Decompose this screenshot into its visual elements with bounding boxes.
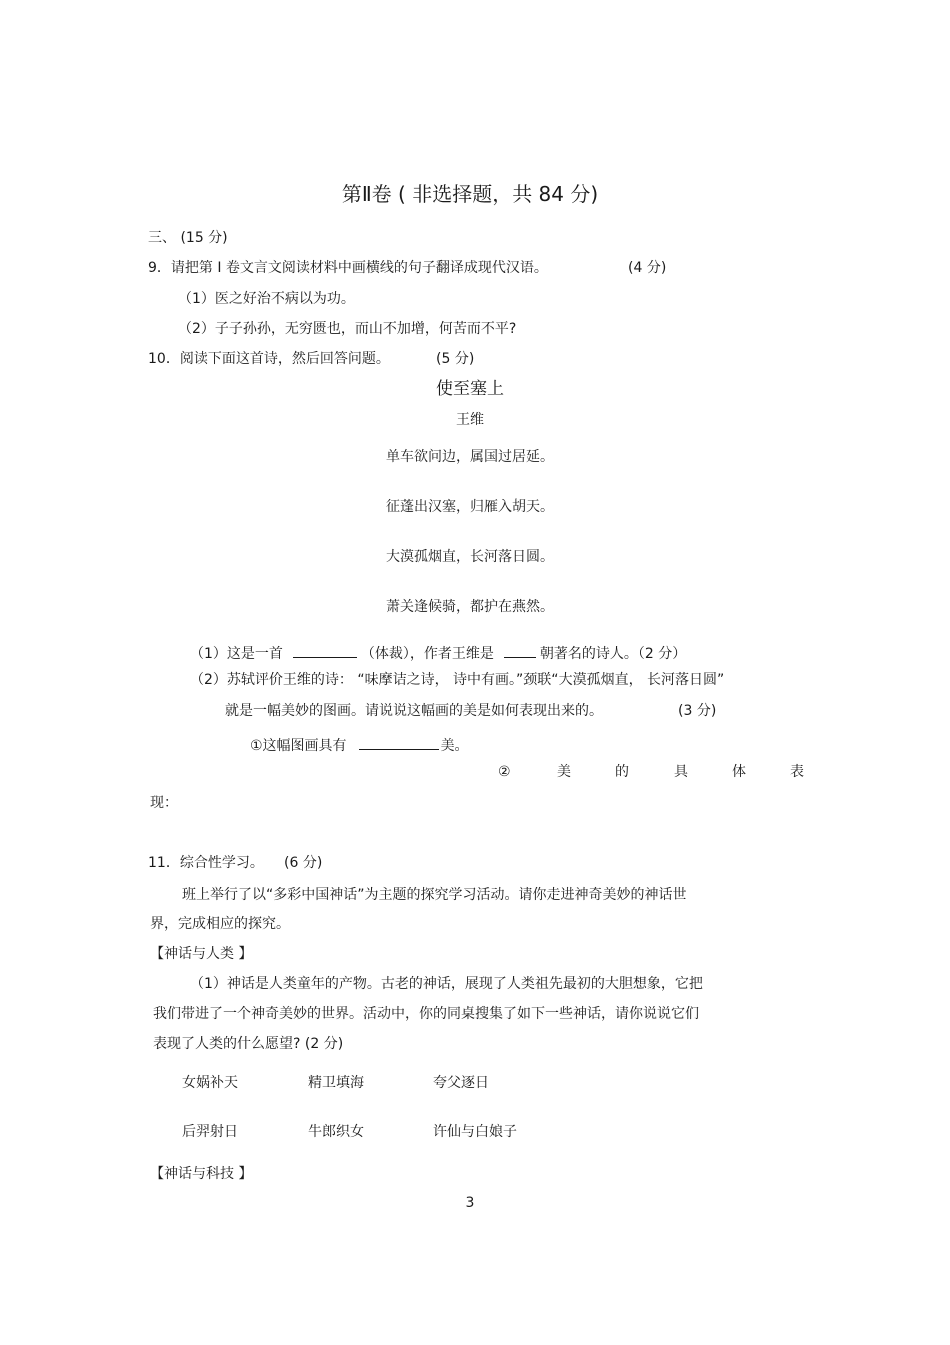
section-heading-myth-tech: 【神话与科技 】 (150, 1166, 253, 1182)
answer-blank-beauty[interactable] (359, 735, 439, 750)
section-title: 第Ⅱ卷 ( 非选择题，共 84 分) (341, 182, 599, 206)
myth-item: 夸父逐日 (433, 1075, 489, 1091)
sub-2-a-end: 美。 (440, 738, 469, 754)
answer-blank-dynasty[interactable] (504, 643, 536, 658)
section-heading-myth-human: 【神话与人类 】 (150, 946, 253, 962)
myth-item: 牛郎织女 (308, 1124, 364, 1140)
sub-1-text-c: 朝著名的诗人。（2 分） (539, 646, 687, 662)
sub-1-text-a: （1）这是一首 (190, 646, 283, 662)
spread-char: 具 (674, 764, 688, 780)
myth-item: 精卫填海 (308, 1075, 364, 1091)
question-11-score: (6 分) (284, 855, 323, 871)
question-10-sub-2-score: (3 分) (678, 703, 717, 719)
question-10-sub-2-b-end: 现： (150, 795, 178, 811)
question-10-score: (5 分) (436, 351, 475, 367)
answer-blank-genre[interactable] (293, 643, 357, 658)
question-10-sub-2-a (250, 735, 469, 753)
question-11-p1-line-3: 表现了人类的什么愿望? (2 分) (153, 1036, 344, 1052)
spread-char: 美 (557, 764, 571, 780)
question-11-intro-line-1: 班上举行了以“多彩中国神话”为主题的探究学习活动。请你走进神奇美妙的神话世 (182, 887, 687, 903)
question-10-sub-2-line-2: 就是一幅美妙的图画。请说说这幅画的美是如何表现出来的。 (225, 703, 603, 719)
spread-char: 的 (615, 764, 629, 780)
poem-author: 王维 (456, 412, 484, 428)
poem-line: 大漠孤烟直，长河落日圆。 (386, 549, 554, 565)
question-11-p1-line-1: （1）神话是人类童年的产物。古老的神话，展现了人类祖先最初的大胆想象，它把 (190, 976, 703, 992)
myth-item: 女娲补天 (182, 1075, 238, 1091)
page-number: 3 (465, 1195, 475, 1211)
sub-2-a-text: ①这幅图画具有 (250, 738, 347, 754)
question-11-stem: 11．综合性学习。 (148, 855, 264, 871)
question-10-stem: 10．阅读下面这首诗，然后回答问题。 (148, 351, 390, 367)
poem-title: 使至塞上 (436, 379, 504, 399)
question-9-item-1: （1）医之好治不病以为功。 (178, 291, 355, 307)
question-9-item-2: （2）子子孙孙，无穷匮也，而山不加增，何苦而不平? (178, 321, 517, 337)
spread-char: 表 (790, 764, 804, 780)
question-10-sub-2-line-1: （2）苏轼评价王维的诗： “味摩诘之诗， 诗中有画。”颈联“大漠孤烟直， 长河落日圆” (190, 672, 725, 688)
myth-item: 许仙与白娘子 (433, 1124, 517, 1140)
spread-char: ② (498, 764, 511, 780)
poem-line: 单车欲问边，属国过居延。 (386, 449, 554, 465)
question-11-intro-line-2: 界，完成相应的探究。 (150, 916, 290, 932)
spread-char: 体 (732, 764, 746, 780)
sub-1-text-b: （体裁），作者王维是 (360, 646, 494, 662)
question-10-sub-1 (190, 643, 686, 661)
myth-item: 后羿射日 (182, 1124, 238, 1140)
question-11-p1-line-2: 我们带进了一个神奇美妙的世界。活动中，你的同桌搜集了如下一些神话，请你说说它们 (153, 1006, 699, 1022)
part-heading: 三、 (15 分) (148, 230, 228, 246)
poem-line: 萧关逢候骑，都护在燕然。 (386, 599, 554, 615)
question-9-score: (4 分) (628, 260, 667, 276)
question-9-stem: 9．请把第 I 卷文言文阅读材料中画横线的句子翻译成现代汉语。 (148, 260, 548, 276)
poem-line: 征蓬出汉塞，归雁入胡天。 (386, 499, 554, 515)
